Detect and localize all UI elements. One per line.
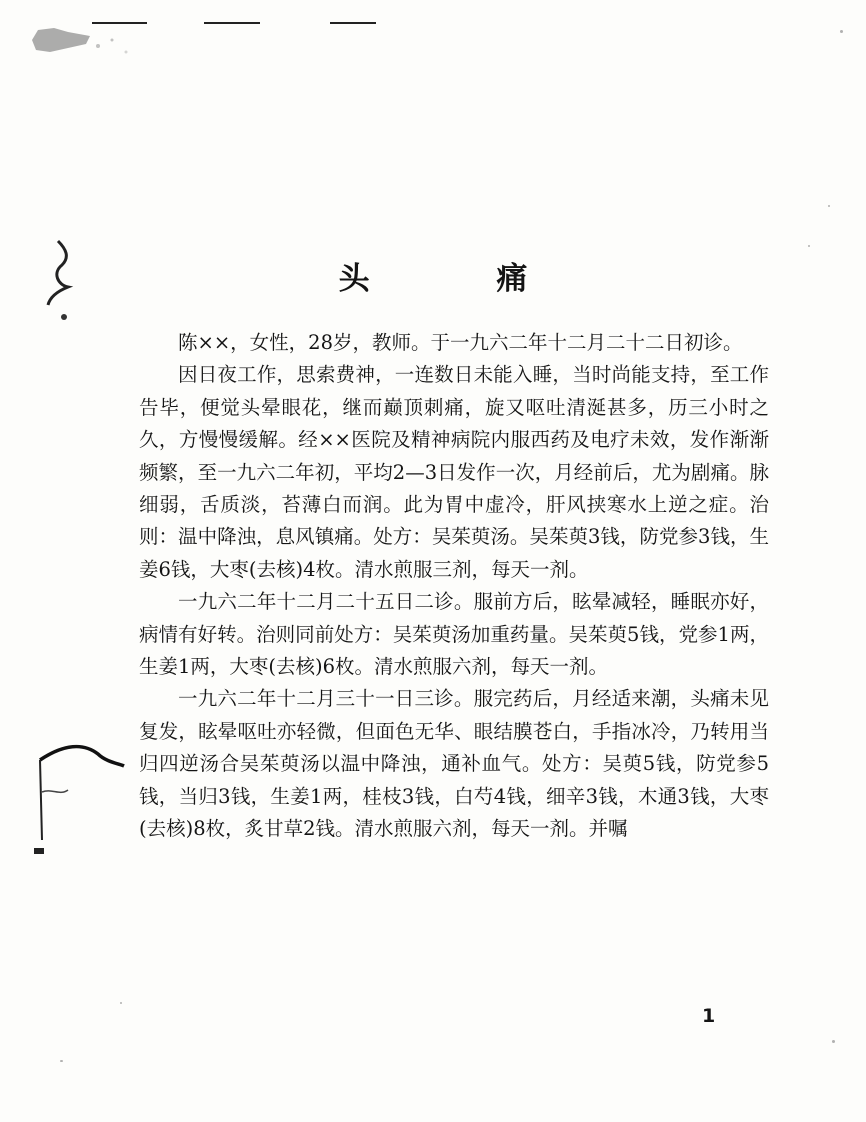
speck	[120, 1002, 122, 1004]
speck	[828, 205, 830, 207]
top-rule-2	[204, 22, 260, 24]
corner-smudge	[28, 18, 148, 78]
paragraph-history-and-prescription: 因日夜工作，思索费神，一连数日未能入睡，当时尚能支持，至工作告毕，便觉头晕眼花，继而巅顶刺痛，旋又呕吐清涎甚多，历三小时之久，方慢慢缓解。经××医院及精神病院内服西药及电疗未效，发作渐渐频繁，至一九六二年初，平均2—3日发作一次，月经前后，尤为剧痛。脉细弱，舌质淡，苔薄白而润。此为胃中虚冷，肝风挟寒水上逆之症。治则：温中降浊，息风镇痛。处方：吴茱萸汤。吴茱萸3钱，防党参3钱，生姜6钱，大枣(去核)4枚。清水煎服三剂，每天一剂。	[139, 363, 769, 581]
speck	[808, 245, 810, 247]
page-number: 1	[702, 1005, 716, 1027]
speck	[60, 1060, 63, 1062]
speck	[832, 1040, 835, 1043]
paragraph-initial-visit: 陈××，女性，28岁，教师。于一九六二年十二月二十二日初诊。	[178, 331, 743, 354]
top-rule-3	[330, 22, 376, 24]
paragraph-third-visit: 一九六二年十二月三十一日三诊。服完药后，月经适来潮，头痛未见复发，眩晕呕吐亦轻微，但面色无华、眼结膜苍白，手指冰冷，乃转用当归四逆汤合吴茱萸汤以温中降浊，通补血气。处方：吴萸5钱，防党参5钱，当归3钱，生姜1两，桂枝3钱，白芍4钱，细辛3钱，木通3钱，大枣(去核)8枚，炙甘草2钱。清水煎服六剂，每天一剂。并嘱	[139, 687, 769, 841]
page-title: 头 痛	[338, 261, 586, 297]
body-text	[139, 327, 769, 846]
paragraph-second-visit: 一九六二年十二月二十五日二诊。服前方后，眩晕减轻，睡眠亦好，病情有好转。治则同前处方：吴茱萸汤加重药量。吴茱萸5钱，党参1两，生姜1两，大枣(去核)6枚。清水煎服六剂，每天一剂。	[139, 590, 769, 679]
margin-scribble	[28, 730, 128, 870]
speck	[840, 30, 843, 33]
